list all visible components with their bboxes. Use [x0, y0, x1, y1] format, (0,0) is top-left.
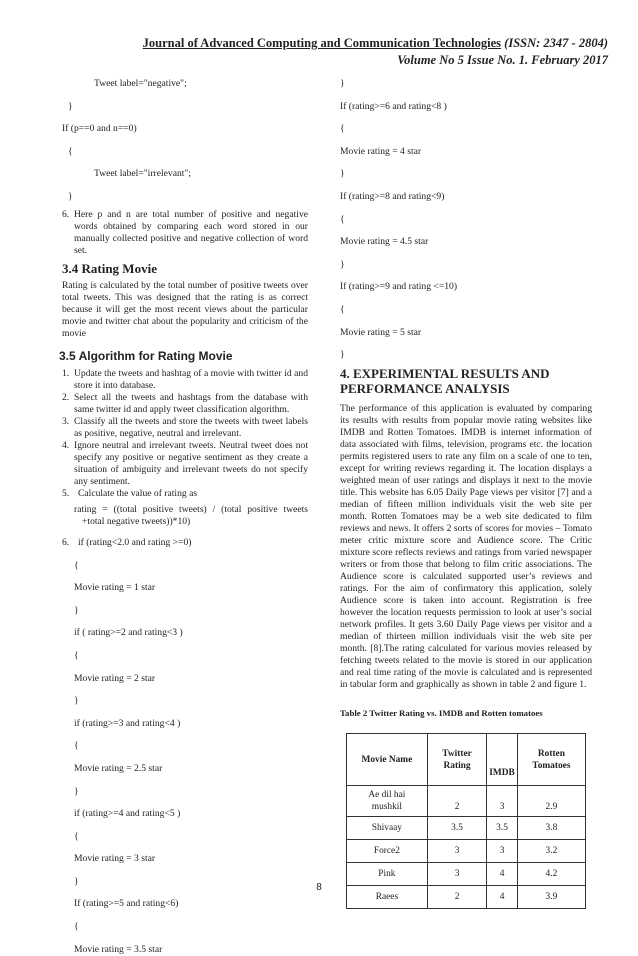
- code-line: }: [340, 78, 345, 89]
- table-cell: Ae dil hai mushkil: [347, 786, 428, 817]
- paragraph: Rating is calculated by the total number of positive tweets over total tweets. This was designed that the rating is as correct because it will get the most recent views about the particular movie and twitter chat about the popularity and criticism of the movie: [62, 279, 308, 339]
- table-cell: 3.5: [487, 817, 518, 840]
- table-row: [347, 786, 586, 817]
- issn: (ISSN: 2347 - 2804): [504, 36, 608, 50]
- left-column: [59, 78, 308, 956]
- list-item: [62, 392, 308, 416]
- table-cell: 3.2: [517, 840, 585, 863]
- page-header: [143, 36, 608, 68]
- section-heading: 3.4 Rating Movie: [62, 260, 157, 276]
- column-header: Rotten Tomatoes: [517, 734, 585, 786]
- list-number: 3.: [62, 415, 70, 427]
- list-number: 1.: [62, 367, 70, 379]
- table-cell: Force2: [347, 840, 428, 863]
- code-line: }: [340, 349, 345, 361]
- list-item: [62, 209, 308, 257]
- table-cell: 4: [487, 863, 518, 886]
- code-line: Movie rating = 4.5 star: [340, 236, 429, 248]
- code-line: {: [340, 213, 345, 225]
- code-line: }: [340, 258, 345, 270]
- journal-name: Journal of Advanced Computing and Communication Technologies: [142, 36, 502, 50]
- rating-formula: [74, 504, 308, 528]
- table-cell: 3: [427, 863, 486, 886]
- code-line: {: [74, 740, 79, 752]
- journal-title-line: [143, 36, 608, 51]
- table-caption: Table 2 Twitter Rating vs. IMDB and Rotten tomatoes: [340, 708, 543, 719]
- volume-issue: Volume No 5 Issue No. 1. February 2017: [397, 53, 608, 67]
- column-header: Twitter Rating: [427, 734, 486, 786]
- section-heading: 4. EXPERIMENTAL RESULTS AND PERFORMANCE ANALYSIS: [340, 366, 550, 397]
- code-line: }: [340, 168, 345, 180]
- column-header: IMDB: [487, 734, 518, 786]
- list-item: [62, 537, 308, 549]
- section-heading: 3.5 Algorithm for Rating Movie: [59, 348, 233, 363]
- table-cell: Raees: [347, 886, 428, 909]
- page-number: 8: [316, 882, 322, 893]
- code-line: {: [74, 649, 79, 661]
- list-number: 2.: [62, 391, 70, 403]
- code-line: If (p==0 and n==0): [62, 123, 137, 135]
- table-header-row: [347, 734, 586, 786]
- list-number: 6.: [62, 536, 70, 548]
- code-line: {: [340, 123, 345, 135]
- code-line: Movie rating = 4 star: [340, 145, 422, 157]
- table-cell: Shivaay: [347, 817, 428, 840]
- code-line: if (rating>=3 and rating<4 ): [74, 717, 181, 729]
- table-cell: 3: [487, 786, 518, 817]
- table-cell: 3.8: [517, 817, 585, 840]
- code-line: If (rating>=6 and rating<8 ): [340, 100, 447, 112]
- list-text: Calculate the value of rating as: [78, 487, 198, 499]
- code-line: if ( rating>=2 and rating<3 ): [74, 627, 183, 639]
- code-line: If (rating>=5 and rating<6): [74, 898, 179, 910]
- list-text: Update the tweets and hashtag of a movie with twitter id and store it into database.: [74, 367, 308, 391]
- code-line: }: [74, 875, 79, 887]
- code-line: {: [340, 303, 345, 315]
- list-item: [62, 368, 308, 392]
- code-line: Movie rating = 3.5 star: [74, 943, 163, 955]
- list-text: Select all the tweets and hashtags from the database with same twitter id and apply tweet classification algorithm.: [74, 391, 308, 415]
- table-cell: 4: [487, 886, 518, 909]
- table-row: [347, 817, 586, 840]
- code-line: Movie rating = 1 star: [74, 582, 156, 594]
- list-number: 6.: [62, 208, 70, 220]
- list-item: [62, 488, 308, 500]
- code-line: Movie rating = 2.5 star: [74, 762, 163, 774]
- table-row: [347, 840, 586, 863]
- table-cell: 3: [427, 840, 486, 863]
- code-line: }: [74, 785, 79, 797]
- formula-line: +total negative tweets))*10): [82, 515, 191, 527]
- list-number: 5.: [62, 487, 70, 499]
- code-line: }: [68, 190, 73, 202]
- list-text: if (rating<2.0 and rating >=0): [78, 536, 192, 548]
- code-line: }: [74, 604, 79, 616]
- code-line: {: [68, 145, 73, 157]
- paragraph: The performance of this application is evaluated by comparing its results with results from popular movie rating websites like IMDB and Rotten Tomatoes. IMDB is internet information of data associated with films, television, programs etc. the location permits registered users to rate any film on a scale of one to ten, except for writing reviews regarding it. The location displays a weighted mean of user ratings and displays it next to the movie title. This website has 6.05 Daily Page views per visitor [7] and a median of fifteen million individuals visit the web site per month. Rotten Tomatoes may be a web site dedicated to film reviews and news. It offers 2 sorts of scores for movies – Tomato meter critic mixture score and Audience score. The Critic mixture score reflects reviews and ratings from varied newspaper writers or from those that belong to film critic associations. The Audience score is calculated supported user’s reviews and ratings. For the aim of confirmatory this application, solely Audience score is taken into account. Registration is free however the location requests permission to look at user’s social network profiles. It gets 3.60 Daily Page views per visitor and a median of thirteen million individuals visit the web site per month. [8].The rating calculated for various movies released by fetching tweets related to the movie is stored in our application and real time rating of the movie is calculated and is represented in tabular form and graphically as shown in table 2 and figure 1.: [340, 403, 592, 691]
- list-item: [62, 416, 308, 440]
- code-line: {: [74, 559, 79, 571]
- table-cell: 2: [427, 786, 486, 817]
- code-line: }: [68, 100, 73, 112]
- table-cell: 2.9: [517, 786, 585, 817]
- formula-line: rating = ((total positive tweets) / (total positive tweets: [74, 503, 308, 515]
- code-line: Tweet label="irrelevant";: [94, 168, 192, 180]
- list-number: 4.: [62, 439, 70, 451]
- column-header: Movie Name: [347, 734, 428, 786]
- list-text: Ignore neutral and irrelevant tweets. Neutral tweet does not specify any positive or negative sentiment as they create a situation of ambiguity and irrelevant tweets do not specify any sentiment.: [74, 439, 308, 487]
- list-text: Classify all the tweets and store the tweets with tweet labels as positive, negative, neutral and irrelevant.: [74, 415, 308, 439]
- table-cell: 4.2: [517, 863, 585, 886]
- table-cell: 3.9: [517, 886, 585, 909]
- list-item: [62, 440, 308, 488]
- right-column: [340, 78, 592, 909]
- code-line: {: [74, 830, 79, 842]
- table-cell: 2: [427, 886, 486, 909]
- table-cell: 3.5: [427, 817, 486, 840]
- rating-code-block: [62, 560, 308, 956]
- code-line: Movie rating = 5 star: [340, 326, 422, 338]
- code-line: If (rating>=8 and rating<9): [340, 190, 445, 202]
- code-line: {: [74, 921, 79, 933]
- code-line: }: [74, 695, 79, 707]
- code-line: Movie rating = 2 star: [74, 672, 156, 684]
- code-line: If (rating>=9 and rating <=10): [340, 281, 458, 293]
- table-cell: 3: [487, 840, 518, 863]
- code-line: if (rating>=4 and rating<5 ): [74, 808, 181, 820]
- code-line: Tweet label="negative";: [94, 78, 187, 89]
- list-text: Here p and n are total number of positive and negative words obtained by comparing each word stored in our manually collected positive and negative collection of word set.: [74, 208, 308, 256]
- table-cell: Pink: [347, 863, 428, 886]
- code-line: Movie rating = 3 star: [74, 853, 156, 865]
